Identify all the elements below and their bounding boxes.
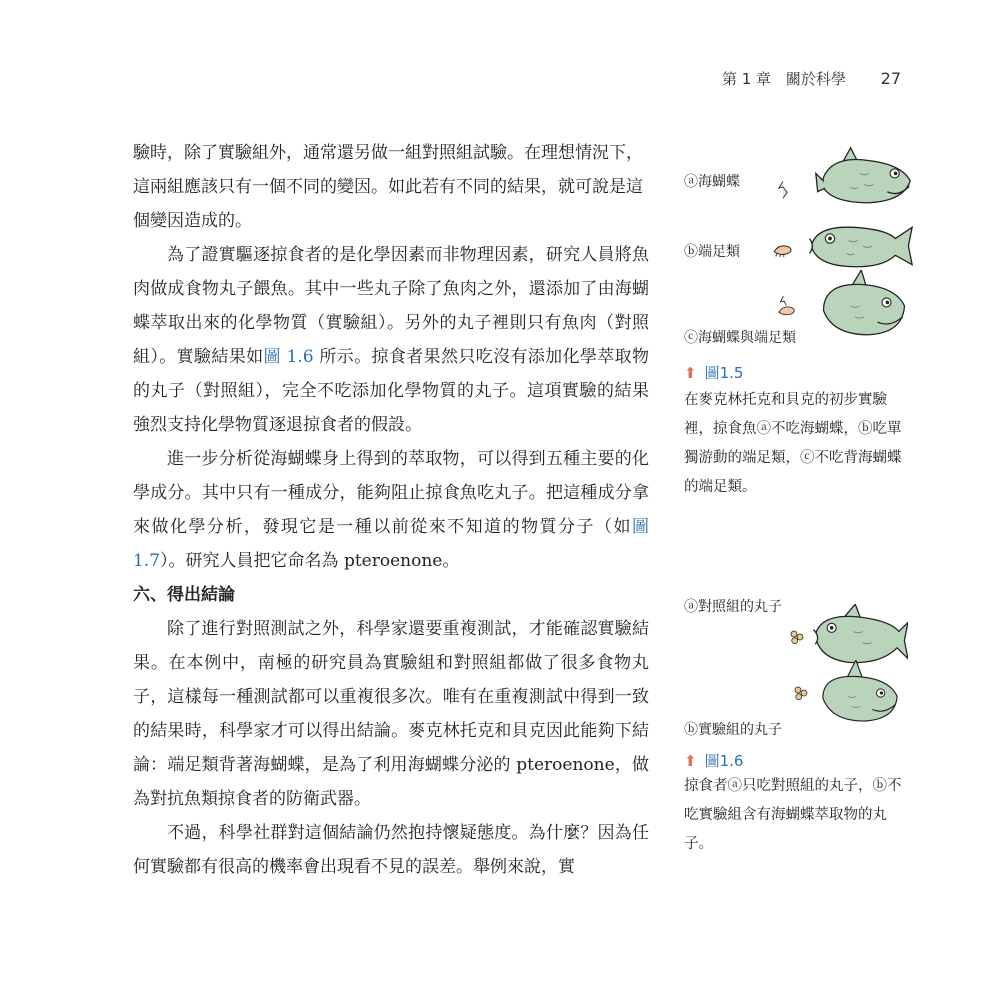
- fig16-title: [684, 750, 743, 771]
- paragraph-3: [133, 442, 649, 578]
- arrow-up-icon: ⬆: [684, 364, 697, 382]
- predator-fish-illustration: [798, 218, 918, 274]
- chapter-title: 關於科學: [785, 70, 846, 88]
- food-pellets-experimental-icon: [792, 684, 810, 702]
- chapter-label: 第 1 章: [721, 70, 772, 88]
- fig16-number: 圖1.6: [704, 752, 744, 770]
- body-text: [133, 136, 649, 884]
- figure-ref-1-6[interactable]: 圖 1.6: [263, 347, 314, 367]
- predator-fish-illustration: [814, 660, 906, 726]
- paragraph-3-text-a: 進一步分析從海蝴蝶身上得到的萃取物，可以得到五種主要的化學成分。其中只有一種成分，能夠阻止掠食魚吃丸子。把這種成分拿來做化學分析，發現它是一種以前從來不知道的物質分子（如: [133, 449, 649, 537]
- arrow-up-icon: ⬆: [684, 752, 697, 770]
- paragraph-2-text-b: 所示。掠食者果然只吃沒有添加化學萃取物的丸子（對照組），完全不吃添加化學物質的丸子。這項實驗的結果強烈支持化學物質逐退掠食者的假設。: [133, 347, 649, 435]
- predator-fish-illustration: [814, 145, 924, 211]
- predator-fish-illustration: [814, 270, 914, 342]
- predator-fish-illustration: [808, 604, 908, 668]
- fig15-label-b: ⓑ端足類: [684, 244, 740, 260]
- food-pellets-control-icon: [788, 628, 806, 646]
- paragraph-2-text-a: 為了證實驅逐掠食者的是化學因素而非物理因素，研究人員將魚肉做成食物丸子餵魚。其中一些丸子除了魚肉之外，還添加了由海蝴蝶萃取出來的化學物質（實驗組）。另外的丸子裡則只有魚肉（對照組）。實驗結果如: [133, 245, 649, 367]
- figure-1-5: [684, 0, 914, 989]
- figure-ref-1-7[interactable]: 圖 1.7: [133, 517, 649, 571]
- fig15-label-c: ⓒ海蝴蝶與端足類: [684, 330, 796, 346]
- fig15-label-a: ⓐ海蝴蝶: [684, 174, 740, 190]
- fig15-number: 圖1.5: [704, 364, 744, 382]
- paragraph-2: [133, 238, 649, 442]
- amphipod-icon: [770, 242, 796, 258]
- section-heading: 六、得出結論: [133, 585, 235, 605]
- page-number: 27: [880, 69, 901, 88]
- paragraph-5: 不過，科學社群對這個結論仍然抱持懷疑態度。為什麼？因為任何實驗都有很高的機率會出現看不見的誤差。舉例來說，實: [133, 823, 649, 877]
- fig15-title: [684, 362, 743, 383]
- amphipod-with-sea-butterfly-icon: [776, 294, 798, 320]
- paragraph-1: 驗時，除了實驗組外，通常還另做一組對照組試驗。在理想情況下，這兩組應該只有一個不同的變因。如此若有不同的結果，就可說是這個變因造成的。: [133, 143, 643, 231]
- sea-butterfly-icon: [776, 178, 790, 200]
- paragraph-3-text-b: ）。研究人員把它命名為 pteroenone。: [160, 551, 460, 571]
- fig15-caption: 在麥克林托克和貝克的初步實驗裡，掠食魚ⓐ不吃海蝴蝶，ⓑ吃單獨游動的端足類，ⓒ不吃背海蝴蝶的端足類。: [684, 392, 902, 495]
- fig16-label-a: ⓐ對照組的丸子: [684, 599, 782, 615]
- fig16-caption: 掠食者ⓐ只吃對照組的丸子，ⓑ不吃實驗組含有海蝴蝶萃取物的丸子。: [684, 778, 902, 852]
- paragraph-4: 除了進行對照測試之外，科學家還要重複測試，才能確認實驗結果。在本例中，南極的研究員為實驗組和對照組都做了很多食物丸子，這樣每一種測試都可以重複很多次。唯有在重複測試中得到一致的結果時，科學家才可以得出結論。麥克林托克和貝克因此能夠下結論：端足類背著海蝴蝶，是為了利用海蝴蝶分泌的 pteroenone，做為對抗魚類掠食者的防衛武器。: [133, 619, 649, 809]
- fig16-label-b: ⓑ實驗組的丸子: [684, 722, 782, 738]
